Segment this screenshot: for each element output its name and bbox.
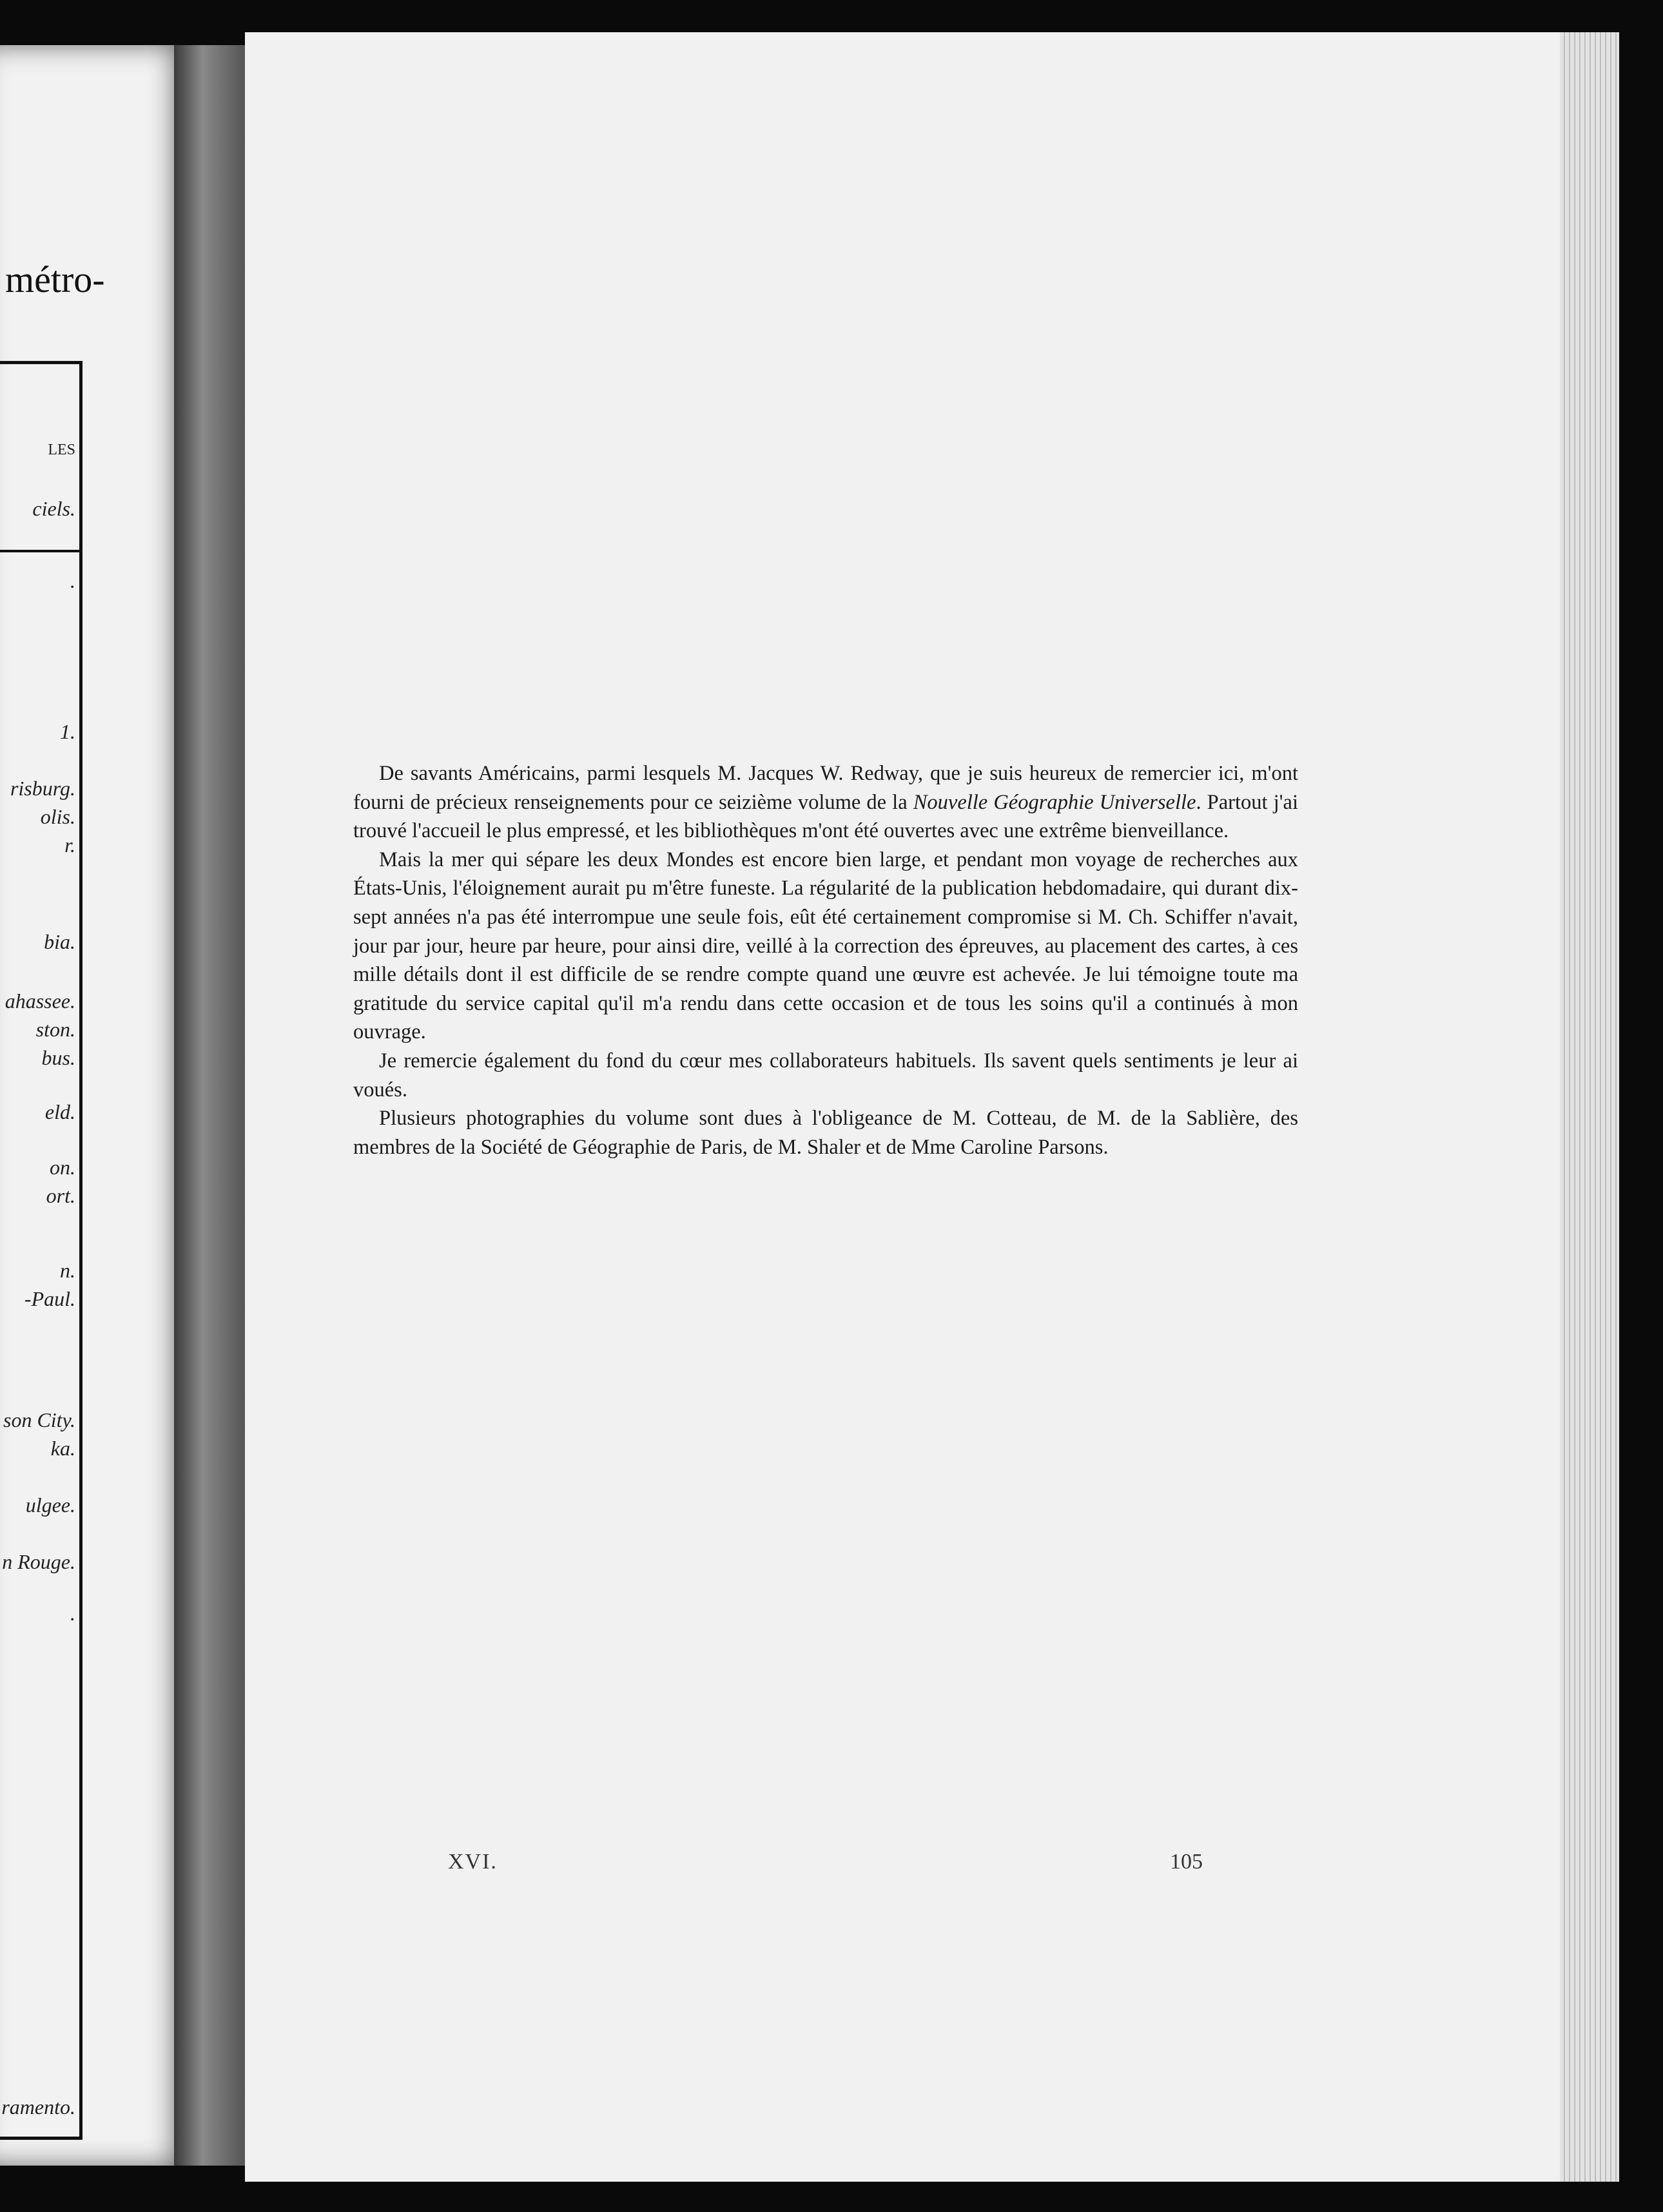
signature-mark: XVI. [448, 1850, 498, 1874]
table-entry: -Paul. [24, 1287, 75, 1310]
table-entry: on. [50, 1156, 75, 1179]
table-header-fragment: LES [48, 441, 75, 458]
table-entry: 1. [60, 720, 75, 743]
table-entry: olis. [40, 805, 75, 828]
paragraph: Je remercie également du fond du cœur mes collaborateurs habituels. Ils savent quels sentiments je leur ai voués. [353, 1049, 1298, 1101]
table-entry: . [70, 569, 75, 592]
table-entry: risburg. [10, 777, 75, 800]
table-entry: ulgee. [25, 1493, 75, 1517]
left-page-table [0, 361, 83, 2140]
table-entry: bus. [41, 1046, 75, 1069]
table-entry: . [70, 1602, 75, 1625]
table-subheader-fragment: ciels. [32, 497, 75, 520]
table-entry: ahassee. [5, 989, 75, 1013]
paragraph: Plusieurs photographies du volume sont dues à l'obligeance de M. Cotteau, de M. de la Sablière, des membres de la Société de Géographie de Paris, de M. Shaler et de Mme Caroline Parsons. [353, 1107, 1298, 1159]
book-gutter [174, 45, 245, 2166]
page-edges [1560, 32, 1619, 2182]
table-header-rule [0, 550, 79, 552]
table-entry: ston. [35, 1018, 75, 1041]
table-entry: n Rouge. [2, 1550, 75, 1573]
left-page [0, 45, 193, 2166]
paragraph: Mais la mer qui sépare les deux Mondes est encore bien large, et pendant mon voyage de recherches aux États-Unis, l'éloignement aurait pu m'être funeste. La régularité de la publication hebdomadaire, qui durant dix-sept années n'a pas été interrompue une seule fois, eût été certainement compromise si M. Ch. Schiffer n'avait, jour par jour, heure par heure, pour ainsi dire, veillé à la correction des épreuves, au placement des cartes, à ces mille détails dont il est difficile de se rendre compte quand une œuvre est achevée. Je lui témoigne toute ma gratitude du service capital qu'il m'a rendu dans cette occasion et de tous les soins qu'il a continués à mon ouvrage. [353, 848, 1298, 1044]
table-entry: ort. [46, 1184, 75, 1207]
page-number: 105 [1170, 1850, 1203, 1874]
table-entry: bia. [44, 930, 75, 953]
table-entry: r. [64, 833, 75, 857]
table-entry: n. [60, 1259, 75, 1282]
preface-text [353, 759, 1298, 1161]
table-entry: son City. [3, 1408, 75, 1431]
table-entry: ramento. [1, 2095, 75, 2119]
left-page-text-fragment: métro- [5, 258, 105, 300]
table-entry: eld. [44, 1100, 75, 1123]
book-title: Nouvelle Géographie Universelle [913, 790, 1196, 814]
table-entry: ka. [50, 1437, 75, 1460]
paragraph: De savants Américains, parmi lesquels M. Jacques W. Redway, que je suis heureux de remercier ici, m'ont fourni de précieux renseignements pour ce seizième volume de la Nouvelle Géographie Universelle. Partout j'ai trouvé l'accueil le plus empressé, et les bibliothèques m'ont été ouvertes avec une extrême bienveillance. [353, 762, 1298, 843]
